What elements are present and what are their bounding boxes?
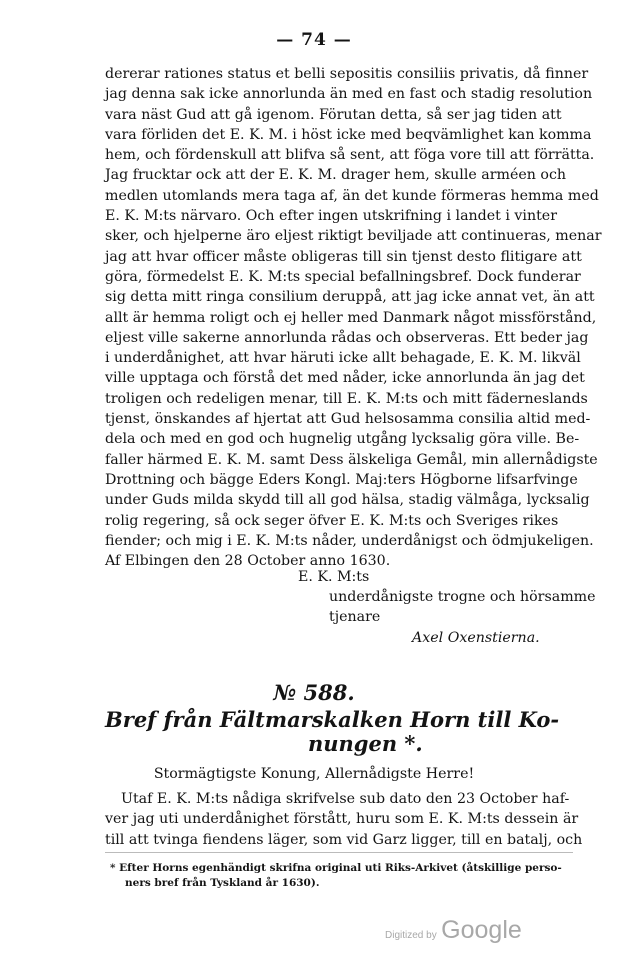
signature-servant: tjenare bbox=[329, 609, 381, 625]
dateline: Af Elbingen den 28 October anno 1630. bbox=[105, 553, 391, 570]
google-logo: Google bbox=[441, 916, 522, 944]
footnote-line: ners bref från Tyskland år 1630). bbox=[125, 877, 320, 889]
heading-line: nungen *. bbox=[308, 731, 423, 756]
text-line: vara förliden det E. K. M. i höst icke med beqvämlighet kan komma bbox=[105, 126, 592, 143]
watermark-prefix: Digitized by bbox=[385, 930, 437, 941]
text-line: troligen och redeligen menar, till E. K. M:ts och mitt fäderneslands bbox=[105, 390, 588, 407]
text-line: göra, förmedelst E. K. M:ts special befallningsbref. Dock funderar bbox=[105, 268, 581, 285]
text-line: dela och med en god och hugnelig utgång lycksalig göra ville. Be- bbox=[105, 431, 580, 448]
text-line: eljest ville sakerne annorlunda rådas och observeras. Ett beder jag bbox=[105, 329, 589, 346]
text-line: rolig regering, så ock seger öfver E. K. M:ts och Sveriges rikes bbox=[105, 512, 559, 529]
text-line: dererar rationes status et belli sepositis consiliis privatis, då finner bbox=[105, 66, 589, 82]
text-line: allt är hemma roligt och ej heller med Danmark något missförstånd, bbox=[105, 309, 597, 326]
text-line: Drottning och bägge Eders Kongl. Maj:ters Högborne lifsarfvinge bbox=[105, 471, 578, 488]
salutation: Stormägtigste Konung, Allernådigste Herre! bbox=[153, 766, 475, 782]
signature-addressee: E. K. M:ts bbox=[298, 569, 370, 585]
text-line: jag att hvar officer måste obligeras till sin tjenst desto flitigare att bbox=[105, 248, 582, 265]
text-line: ver jag uti underdånighet förstått, huru som E. K. M:ts dessein är bbox=[105, 811, 579, 828]
text-line: under Guds milda skydd till all god hälsa, stadig välmåga, lycksalig bbox=[105, 492, 590, 509]
document-number: № 588. bbox=[273, 680, 355, 705]
text-line: tjenst, önskandes af hjertat att Gud helsosamma consilia altid med- bbox=[105, 411, 591, 428]
page-number: — 74 — bbox=[276, 30, 352, 50]
text-line: Jag frucktar ock att der E. K. M. drager hem, skulle arméen och bbox=[105, 167, 567, 184]
footnote-divider bbox=[105, 852, 573, 853]
text-line: vara näst Gud att gå igenom. Förutan detta, så ser jag tiden att bbox=[105, 106, 562, 123]
text-line: Utaf E. K. M:ts nådiga skrifvelse sub dato den 23 October haf- bbox=[121, 791, 570, 807]
footnote bbox=[110, 861, 580, 891]
footnote-line: * Efter Horns egenhändigt skrifna original uti Riks-Arkivet (åtskillige perso- bbox=[110, 862, 562, 874]
text-line: sig detta mitt ringa consilium deruppå, att jag icke annat vet, än att bbox=[105, 289, 595, 306]
heading-line: Bref från Fältmarskalken Horn till Ko- bbox=[105, 707, 560, 732]
letter-body-text bbox=[105, 64, 602, 571]
text-line: E. K. M:ts närvaro. Och efter ingen utskrifning i landet i vinter bbox=[105, 208, 557, 225]
signature-subscription: underdånigste trogne och hörsamme bbox=[329, 589, 596, 605]
text-line: hem, och fördenskull att blifva så sent, att föga vore till att förrätta. bbox=[105, 147, 595, 164]
text-line: jag denna sak icke annorlunda än med en fast och stadig resolution bbox=[105, 86, 593, 103]
letter-heading bbox=[105, 708, 585, 756]
second-letter-text bbox=[105, 789, 583, 850]
signature-name: Axel Oxenstierna. bbox=[412, 630, 540, 646]
text-line: i underdånighet, att hvar häruti icke allt behagade, E. K. M. likväl bbox=[105, 350, 581, 367]
text-line: sker, och hjelperne äro eljest riktigt beviljade att continueras, menar bbox=[105, 228, 602, 245]
text-line: fiender; och mig i E. K. M:ts nåder, underdånigst och ödmjukeligen. bbox=[105, 532, 594, 549]
text-line: ville upptaga och förstå det med nåder, icke annorlunda än jag det bbox=[105, 370, 585, 387]
text-line: till att tvinga fiendens läger, som vid Garz ligger, till en batalj, och bbox=[105, 831, 583, 848]
text-line: medlen utomlands mera taga af, än det kunde förmeras hemma med bbox=[105, 187, 599, 204]
text-line: faller härmed E. K. M. samt Dess älskeliga Gemål, min allernådigste bbox=[105, 451, 598, 468]
digitized-watermark bbox=[385, 916, 522, 945]
